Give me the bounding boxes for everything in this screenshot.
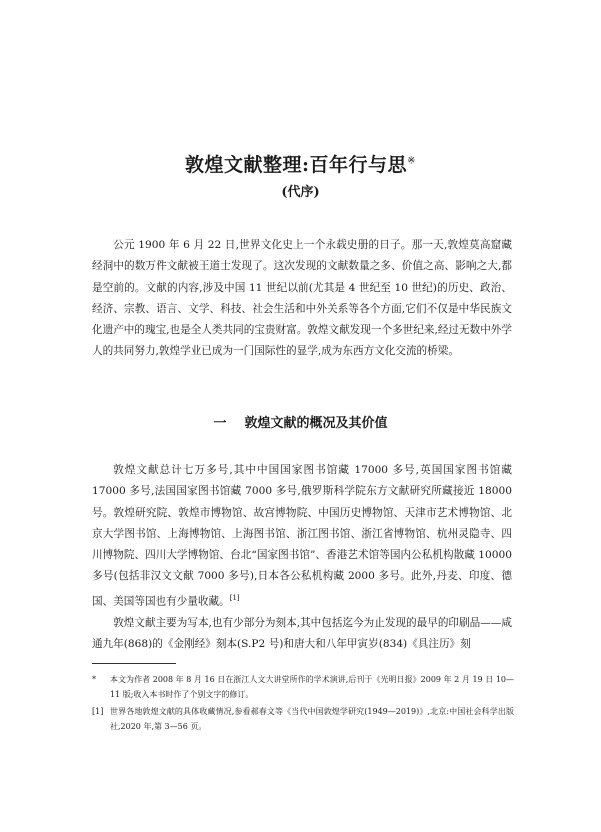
footnote-divider xyxy=(92,663,176,664)
page-subtitle: (代序) xyxy=(281,185,320,200)
footnote-mark: [1] xyxy=(92,707,104,716)
section-heading-text: 敦煌文献的概况及其价值 xyxy=(244,416,388,431)
footnote-ref-1[interactable]: [1] xyxy=(229,593,240,602)
title-note-mark: ※ xyxy=(407,155,416,167)
footnote-item xyxy=(92,672,514,702)
footnote-text: 世界各地敦煌文献的具体收藏情况,参看郝春文等《当代中国敦煌学研究(1949—2019)》,北京:中国社会科学出版社,2020 年,第 3—56 页。 xyxy=(110,707,514,731)
section-paragraph-1-text: 敦煌文献总计七万多号,其中中国国家图书馆藏 17000 多号,英国国家图书馆藏 17000 多号,法国国家图书馆藏 7000 多号,俄罗斯科学院东方文献研究所藏接近 18000 号。敦煌研究院、敦煌市博物馆、故宫博物院、中国历史博物馆、天津市艺术博物馆、北京大学图书馆、上海博物馆、上海图书馆、浙江图书馆、浙江省博物馆、杭州灵隐寺、四川博物院、四川大学博物馆、台北“国家图书馆”、香港艺术馆等国内公私机构散藏 10000 多号(包括非汉文文献 7000 多号),日本各公私机构藏 2000 多号。此外,丹麦、印度、德国、美国等国也有少量收藏。 xyxy=(92,464,512,608)
section-number: 一 xyxy=(213,416,227,431)
section-paragraph-2: 敦煌文献主要为写本,也有少部分为刻本,其中包括迄今为止发现的最早的印刷品——咸通九年(868)的《金刚经》刻本(S.P2 号)和唐大和八年甲寅岁(834)《具注历》刻 xyxy=(92,616,512,650)
intro-section xyxy=(92,235,512,363)
footnotes xyxy=(92,672,514,736)
section-paragraph-1 xyxy=(92,460,512,613)
footnote-mark: * xyxy=(92,675,96,684)
page-title xyxy=(0,150,601,177)
intro-paragraph: 公元 1900 年 6 月 22 日,世界文化史上一个永载史册的日子。那一天,敦煌莫高窟藏经洞中的数万件文献被王道士发现了。这次发现的文献数量之多、价值之高、影响之大,都是空前的。文献的内容,涉及中国 11 世纪以前(尤其是 4 世纪至 10 世纪)的历史、政治、经济、宗教、语言、文学、科技、社会生活和中外关系等各个方面,它们不仅是中华民族文化遗产中的瑰宝,也是全人类共同的宝贵财富。敦煌文献发现一个多世纪来,经过无数中外学人的共同努力,敦煌学业已成为一门国际性的显学,成为东西方文化交流的桥梁。 xyxy=(92,239,512,358)
title-text: 敦煌文献整理:百年行与思 xyxy=(185,154,408,176)
section-heading xyxy=(0,412,601,431)
section-body xyxy=(92,460,512,655)
footnote-text: 本文为作者 2008 年 8 月 16 日在浙江人文大讲堂所作的学术演讲,后刊于《光明日报》2009 年 2 月 19 日 10—11 版;收入本书时作了个别文字的修订。 xyxy=(110,675,514,699)
footnote-item xyxy=(92,704,514,734)
